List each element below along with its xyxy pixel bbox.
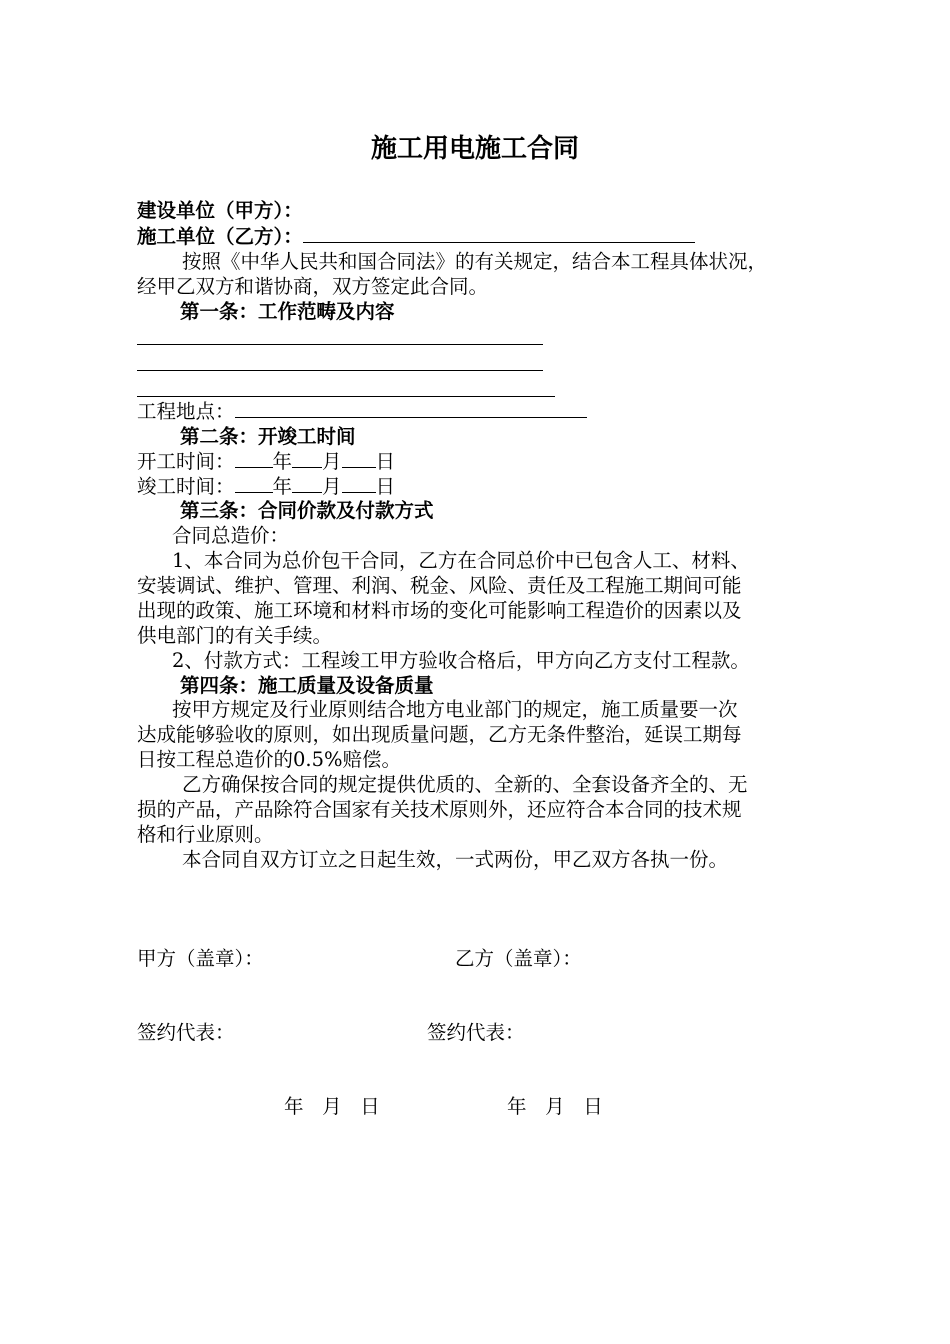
end-day-blank: [342, 475, 376, 493]
equipment-line-2: 损的产品，产品除符合国家有关技术原则外，还应符合本合同的技术规: [137, 798, 742, 821]
clause-1-line-4: 供电部门的有关手续。: [137, 624, 333, 647]
location-label: 工程地点：: [137, 400, 235, 423]
start-day-blank: [342, 450, 376, 468]
total-price-label: 合同总造价：: [172, 524, 290, 547]
start-date-row: [137, 450, 395, 474]
document-title: 施工用电施工合同: [370, 134, 579, 164]
intro-line-2: 经甲乙双方和谐协商，双方签定此合同。: [137, 275, 489, 298]
party-a-representative-label: 签约代表：: [137, 1021, 235, 1044]
quality-line-1: 按甲方规定及行业原则结合地方电业部门的规定，施工质量要一次: [172, 698, 738, 721]
party-b-blank: [303, 225, 695, 243]
party-b-representative-label: 签约代表：: [427, 1021, 525, 1044]
clause-1-line-3: 出现的政策、施工环境和材料市场的变化可能影响工程造价的因素以及: [137, 599, 742, 622]
end-month-label: 月: [322, 475, 342, 498]
end-year-blank: [235, 475, 273, 493]
article-1-title: 第一条：工作范畴及内容: [180, 300, 395, 323]
party-b-seal-label: 乙方（盖章）：: [455, 947, 582, 970]
article-2-title: 第二条：开竣工时间: [180, 425, 356, 448]
intro-line-1: 按照《中华人民共和国合同法》的有关规定，结合本工程具体状况，: [182, 250, 768, 273]
party-a-label: 建设单位（甲方）：: [137, 199, 303, 222]
start-label: 开工时间：: [137, 450, 235, 473]
scope-blank-line-1: [137, 344, 543, 345]
party-b-label: 施工单位（乙方）：: [137, 225, 303, 248]
start-year-blank: [235, 450, 273, 468]
party-a-seal-label: 甲方（盖章）：: [137, 947, 264, 970]
scope-blank-line-2: [137, 370, 543, 371]
end-year-label: 年: [272, 475, 293, 498]
clause-1-line-2: 安装调试、维护、管理、利润、税金、风险、责任及工程施工期间可能: [137, 574, 742, 597]
clause-1-line-1: 1、本合同为总价包干合同，乙方在合同总价中已包含人工、材料、: [172, 549, 750, 572]
effective-line: 本合同自双方订立之日起生效，一式两份，甲乙双方各执一份。: [182, 848, 729, 871]
start-month-label: 月: [322, 450, 342, 473]
start-month-blank: [292, 450, 322, 468]
article-4-title: 第四条：施工质量及设备质量: [180, 674, 434, 697]
quality-line-2: 达成能够验收的原则，如出现质量问题，乙方无条件整治，延误工期每: [137, 723, 742, 746]
quality-line-3: 日按工程总造价的0.5%赔偿。: [137, 748, 402, 771]
location-row: [137, 400, 587, 424]
party-b-date: 年 月 日: [507, 1095, 603, 1118]
end-date-row: [137, 475, 395, 499]
location-blank: [235, 400, 587, 418]
end-day-label: 日: [375, 475, 396, 498]
party-a-date: 年 月 日: [284, 1095, 380, 1118]
end-month-blank: [292, 475, 322, 493]
start-day-label: 日: [375, 450, 396, 473]
party-b-row: [137, 225, 695, 249]
start-year-label: 年: [272, 450, 293, 473]
article-3-title: 第三条：合同价款及付款方式: [180, 499, 434, 522]
equipment-line-3: 格和行业原则。: [137, 823, 274, 846]
clause-2-line-1: 2、付款方式：工程竣工甲方验收合格后，甲方向乙方支付工程款。: [172, 649, 750, 672]
scope-blank-line-3: [137, 396, 555, 397]
end-label: 竣工时间：: [137, 475, 235, 498]
equipment-line-1: 乙方确保按合同的规定提供优质的、全新的、全套设备齐全的、无: [182, 773, 748, 796]
